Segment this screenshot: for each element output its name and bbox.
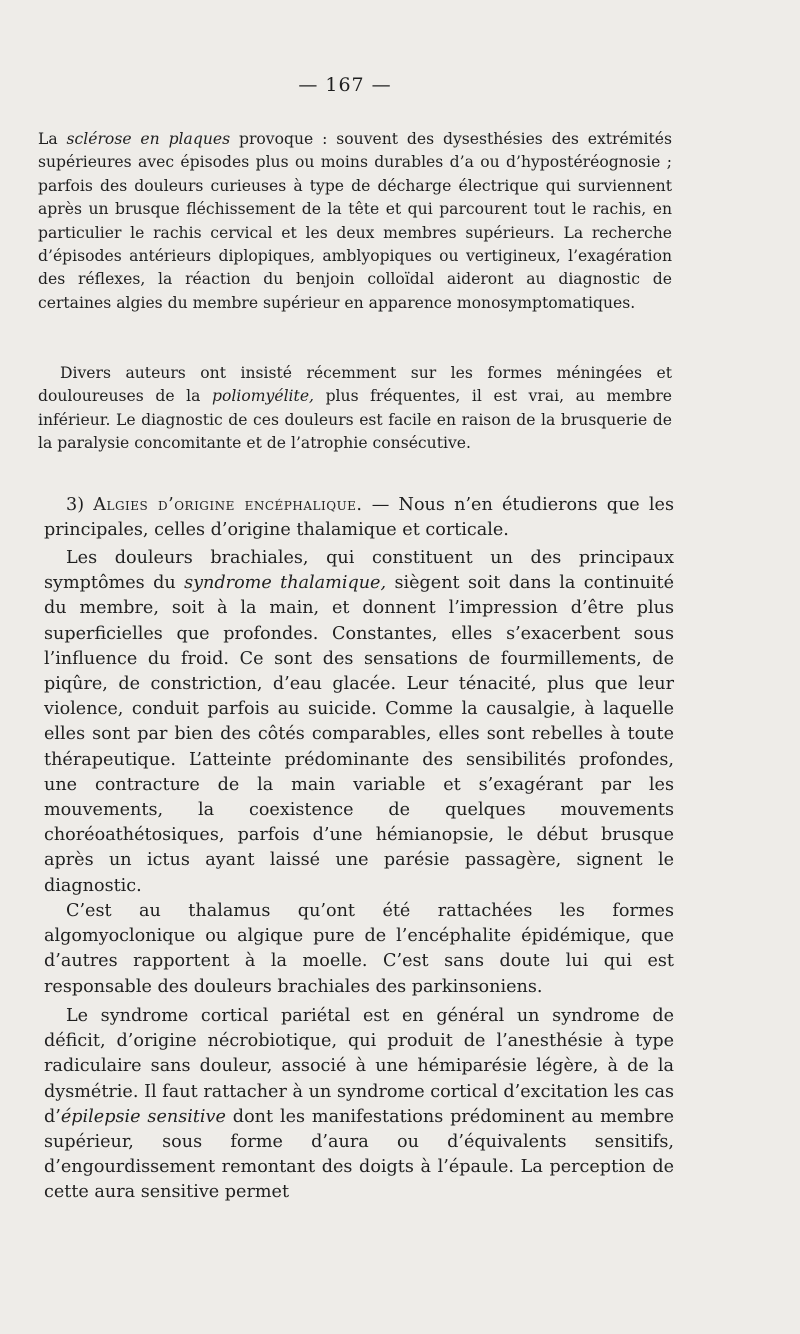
page-number: — 167 — (298, 74, 392, 96)
paragraph-text: dont les manifestations prédominent au membre supérieur, sous forme d’aura ou d’équivalents sensitifs, d’engourdissement remontant des doigts à l’épaule. La perception de cette aura sensitive permet (44, 1106, 674, 1203)
paragraph-multiple-sclerosis (38, 128, 672, 315)
paragraph-thalamic-syndrome (44, 546, 674, 899)
paragraph-text: Le syndrome cortical pariétal est en général un syndrome de déficit, d’origine nécrobiotique, qui produit de l’anesthésie à type radiculaire sans douleur, associé à une hémiparésie légère, à de la dysmétrie. Il faut rattacher à un syndrome cortical d’excitation les cas d’ (44, 1006, 674, 1127)
paragraph-text: — Nous n’en étudierons que les principales, celles d’origine thalamique et corticale. (44, 495, 674, 541)
paragraph-text: Les douleurs brachiales, qui constituent un des principaux symptômes du (44, 548, 674, 594)
paragraph-text: plus fréquentes, il est vrai, au membre inférieur. Le diagnostic de ces douleurs est facile en raison de la brusquerie de la paralysie concomitante et de l’atrophie consécutive. (38, 387, 673, 453)
paragraph-poliomyelitis (38, 362, 672, 456)
emphasized-term: syndrome thalamique, (184, 573, 387, 594)
emphasized-term: épilepsie sensitive (60, 1106, 226, 1127)
paragraph-text: Divers auteurs ont insisté récemment sur les formes méningées et douloureuses de la (38, 364, 672, 406)
section-number: 3) (66, 495, 85, 515)
paragraph-cortical-syndrome (44, 1004, 674, 1206)
paragraph-text: provoque : souvent des dysesthésies des extrémités supérieures avec épisodes plus ou moins durables d’a ou d’hypostéréognosie ; parfois des douleurs curieuses à type de décharge électrique qui surviennent après un brusque fléchissement de la tête et qui parcourent tout le rachis, en particulier le rachis cervical et les deux membres supérieurs. La recherche d’épisodes antérieurs diplopiques, amblyopiques ou vertigineux, l’exagération des réflexes, la réaction du benjoin colloïdal aideront au diagnostic de certaines algies du membre supérieur en apparence monosymptomatiques. (38, 130, 673, 312)
emphasized-term: poliomyélite, (212, 387, 314, 406)
paragraph-text: La (38, 130, 67, 148)
emphasized-term: sclérose en plaques (66, 130, 231, 148)
paragraph-text: siègent soit dans la continuité du membre, soit à la main, et donnent l’impression d’être plus superficielles que profondes. Constantes, elles s’exacerbent sous l’influence du froid. Ce sont des sensations de fourmillements, de piqûre, de constriction, d’eau glacée. Leur ténacité, plus que leur violence, conduit parfois au suicide. Comme la causalgie, à laquelle elles sont par bien des côtés comparables, elles sont rebelles à toute thérapeutique. L’atteinte prédominante des sensibilités profondes, une contracture de la main variable et s’exagérant par les mouvements, la coexistence de quelques mouvements choréoathétosiques, parfois d’une hémianopsie, le début brusque après un ictus ayant laissé une parésie passagère, signent le diagnostic. (44, 573, 674, 896)
section-heading: Algies d’origine encéphalique. (93, 495, 363, 515)
paragraph-thalamus: C’est au thalamus qu’ont été rattachées les formes algomyoclonique ou algique pure de l’encéphalite épidémique, que d’autres rapportent à la moelle. C’est sans doute lui qui est responsable des douleurs brachiales des parkinsoniens. (44, 901, 674, 997)
section-heading-paragraph (44, 493, 674, 543)
